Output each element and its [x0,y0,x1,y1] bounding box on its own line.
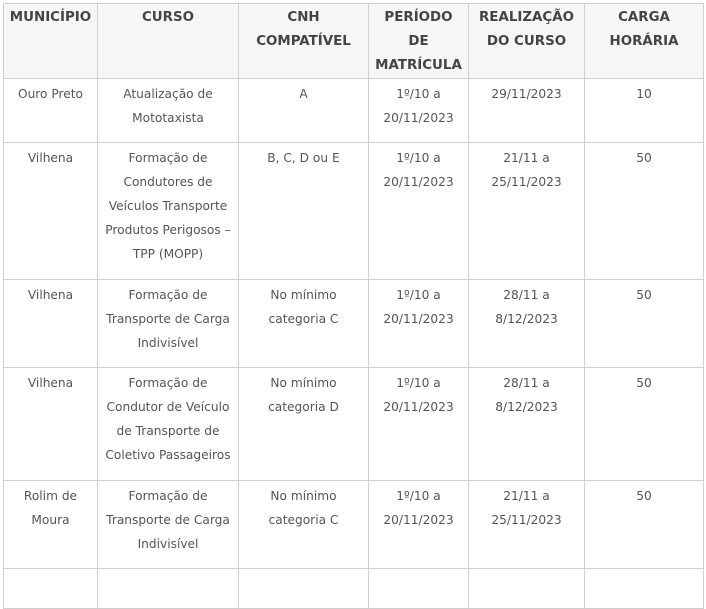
cell-empty [4,569,98,609]
cell-municipio: Vilhena [4,368,98,481]
header-cnh: CNH COMPATÍVEL [239,4,369,79]
table-row [4,143,704,280]
cell-empty [239,569,369,609]
cell-municipio: Vilhena [4,280,98,368]
cell-realizacao: 21/11 a 25/11/2023 [469,481,585,569]
header-realizacao: REALIZAÇÃO DO CURSO [469,4,585,79]
cell-periodo: 1º/10 a 20/11/2023 [369,368,469,481]
cell-realizacao: 21/11 a 25/11/2023 [469,143,585,280]
cell-municipio: Ouro Preto [4,79,98,143]
cell-carga: 50 [585,368,704,481]
cell-curso: Atualização de Mototaxista [98,79,239,143]
cell-carga: 50 [585,280,704,368]
cell-realizacao: 29/11/2023 [469,79,585,143]
cell-carga: 10 [585,79,704,143]
table-row [4,368,704,481]
cell-municipio: Vilhena [4,143,98,280]
table-row [4,280,704,368]
header-curso: CURSO [98,4,239,79]
cell-municipio: Rolim de Moura [4,481,98,569]
header-row [4,4,704,79]
header-periodo: PERÍODO DE MATRÍCULA [369,4,469,79]
courses-table [3,3,704,609]
cell-cnh: B, C, D ou E [239,143,369,280]
cell-realizacao: 28/11 a 8/12/2023 [469,280,585,368]
cell-cnh: No mínimo categoria D [239,368,369,481]
header-municipio: MUNICÍPIO [4,4,98,79]
cell-carga: 50 [585,481,704,569]
cell-cnh: No mínimo categoria C [239,481,369,569]
cell-empty [369,569,469,609]
header-carga: CARGA HORÁRIA [585,4,704,79]
cell-curso: Formação de Condutores de Veículos Transporte Produtos Perigosos – TPP (MOPP) [98,143,239,280]
table-row [4,481,704,569]
cell-periodo: 1º/10 a 20/11/2023 [369,143,469,280]
cell-empty [98,569,239,609]
table-row-partial [4,569,704,609]
table-row [4,79,704,143]
cell-empty [585,569,704,609]
cell-periodo: 1º/10 a 20/11/2023 [369,79,469,143]
cell-empty [469,569,585,609]
cell-periodo: 1º/10 a 20/11/2023 [369,280,469,368]
cell-cnh: No mínimo categoria C [239,280,369,368]
cell-curso: Formação de Condutor de Veículo de Transporte de Coletivo Passageiros [98,368,239,481]
cell-curso: Formação de Transporte de Carga Indivisível [98,280,239,368]
cell-realizacao: 28/11 a 8/12/2023 [469,368,585,481]
cell-periodo: 1º/10 a 20/11/2023 [369,481,469,569]
cell-cnh: A [239,79,369,143]
cell-carga: 50 [585,143,704,280]
cell-curso: Formação de Transporte de Carga Indivisível [98,481,239,569]
